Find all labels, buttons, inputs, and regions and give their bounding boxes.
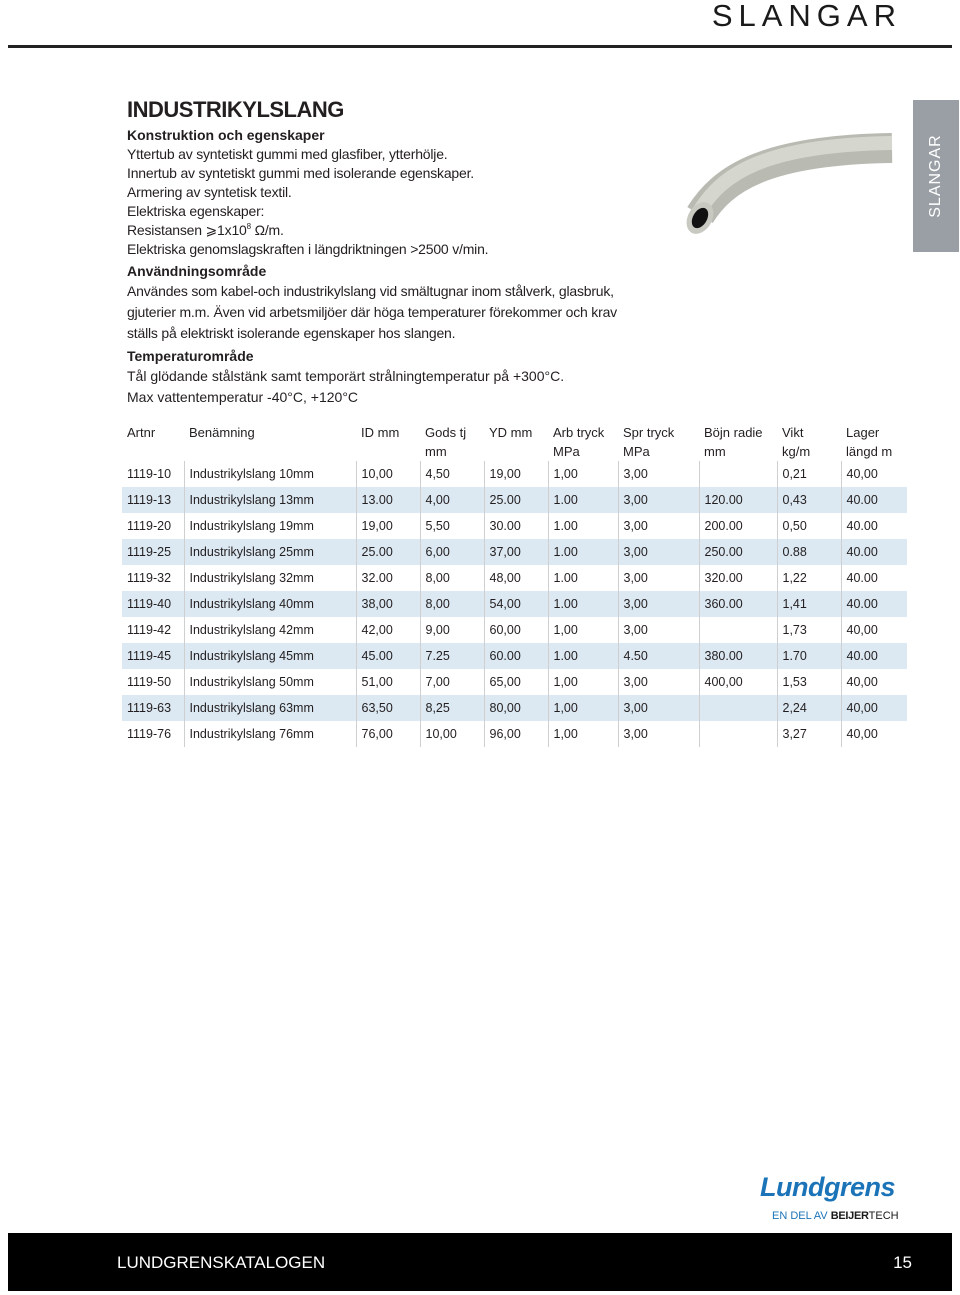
table-cell: Industrikylslang 50mm xyxy=(184,669,356,695)
table-cell: 80,00 xyxy=(484,695,548,721)
table-cell: 65,00 xyxy=(484,669,548,695)
column-header-unit: MPa xyxy=(553,444,580,459)
table-cell: 360.00 xyxy=(699,591,777,617)
table-cell: 1119-45 xyxy=(122,643,184,669)
table-row xyxy=(122,591,907,617)
table-cell: 120.00 xyxy=(699,487,777,513)
table-cell: 3,00 xyxy=(618,695,699,721)
temperature-heading: Temperaturområde xyxy=(127,348,254,364)
table-cell: 40.00 xyxy=(841,643,907,669)
table-cell: 76,00 xyxy=(356,721,420,747)
table-cell: 1.70 xyxy=(777,643,841,669)
table-cell: 19,00 xyxy=(356,513,420,539)
table-cell: 1119-76 xyxy=(127,727,172,741)
table-cell: 1,00 xyxy=(548,461,618,487)
table-cell: 4,50 xyxy=(420,461,484,487)
table-cell: 1.00 xyxy=(548,513,618,539)
construction-line: Yttertub av syntetiskt gummi med glasfiber, ytterhölje. xyxy=(127,146,448,162)
table-cell: 40,00 xyxy=(841,695,907,721)
table-cell: 1,00 xyxy=(548,617,618,643)
table-cell: 400,00 xyxy=(699,669,777,695)
table-cell: 0.88 xyxy=(777,539,841,565)
table-cell: 45.00 xyxy=(356,643,420,669)
table-cell: 42,00 xyxy=(356,617,420,643)
construction-line: Innertub av syntetiskt gummi med isolerande egenskaper. xyxy=(127,165,474,181)
table-cell: 37,00 xyxy=(484,539,548,565)
table-cell: 3,00 xyxy=(618,669,699,695)
table-cell: Industrikylslang 76mm xyxy=(184,721,356,747)
table-cell: 1.00 xyxy=(548,643,618,669)
column-header xyxy=(777,418,841,461)
construction-line: Elektriska egenskaper: xyxy=(127,203,265,219)
column-header xyxy=(122,418,184,461)
table-cell: 320.00 xyxy=(699,565,777,591)
table-cell: 19,00 xyxy=(484,461,548,487)
table-cell: 1119-50 xyxy=(127,675,172,689)
table-cell: 1,22 xyxy=(777,565,841,591)
lundgrens-logo xyxy=(760,1172,899,1222)
table-cell: 1,00 xyxy=(548,669,618,695)
table-cell: Industrikylslang 32mm xyxy=(184,565,356,591)
table-cell: 25.00 xyxy=(484,487,548,513)
logo-tag-brand: BEIJER xyxy=(830,1210,869,1222)
table-row xyxy=(122,643,907,669)
hose-product-image xyxy=(682,100,902,250)
table-cell: 60.00 xyxy=(484,643,548,669)
column-header-line: Arb tryck xyxy=(553,425,605,440)
table-cell: 32.00 xyxy=(356,565,420,591)
table-cell xyxy=(699,695,777,721)
table-cell: 1119-32 xyxy=(127,571,172,585)
table-cell: 6,00 xyxy=(420,539,484,565)
table-cell: Industrikylslang 25mm xyxy=(184,539,356,565)
column-header-line: Böjn radie xyxy=(704,425,763,440)
table-cell: 3,27 xyxy=(777,721,841,747)
header-divider xyxy=(8,45,952,48)
column-header xyxy=(548,418,618,461)
table-cell: 60,00 xyxy=(484,617,548,643)
column-header-unit: MPa xyxy=(623,444,650,459)
logo-tag-suffix: TECH xyxy=(868,1210,899,1222)
construction-line: Armering av syntetisk textil. xyxy=(127,184,292,200)
column-header xyxy=(841,418,907,461)
resistance-prefix: Resistansen ⩾1x10 xyxy=(127,222,247,238)
table-cell: 380.00 xyxy=(699,643,777,669)
table-cell: 63,50 xyxy=(356,695,420,721)
table-cell: 40,00 xyxy=(841,669,907,695)
table-cell: 40,00 xyxy=(841,721,907,747)
usage-text: Användes som kabel-och industrikylslang vid smältugnar inom stålverk, glasbruk, gjuterier m.m. Även vid arbetsmiljöer där höga temperaturer förekommer och krav ställs på elektriskt isolerande egenskaper hos slangen. xyxy=(127,283,617,341)
table-cell: 3,00 xyxy=(618,461,699,487)
table-cell: Industrikylslang 19mm xyxy=(184,513,356,539)
table-cell: 10,00 xyxy=(356,461,420,487)
table-cell: 48,00 xyxy=(484,565,548,591)
column-header-unit: kg/m xyxy=(782,444,811,459)
column-header-line: ID mm xyxy=(361,425,400,440)
table-row xyxy=(122,513,907,539)
table-cell: Industrikylslang 40mm xyxy=(184,591,356,617)
side-section-tab xyxy=(913,100,959,252)
construction-heading: Konstruktion och egenskaper xyxy=(127,127,325,143)
table-cell: 1,73 xyxy=(777,617,841,643)
column-header-unit: mm xyxy=(704,444,726,459)
table-cell: 2,24 xyxy=(777,695,841,721)
table-cell: 1,00 xyxy=(548,695,618,721)
table-cell: 8,25 xyxy=(420,695,484,721)
table-cell: 1,00 xyxy=(548,721,618,747)
table-cell: 3,00 xyxy=(618,591,699,617)
column-header xyxy=(420,418,484,461)
table-cell: 0,21 xyxy=(777,461,841,487)
table-cell: 25.00 xyxy=(356,539,420,565)
column-header xyxy=(699,418,777,461)
table-cell: 1,53 xyxy=(777,669,841,695)
table-cell: 30.00 xyxy=(484,513,548,539)
table-cell: 1119-20 xyxy=(127,519,172,533)
table-row xyxy=(122,669,907,695)
table-cell: 1119-25 xyxy=(122,539,184,565)
table-cell: 40.00 xyxy=(841,487,907,513)
table-cell: 96,00 xyxy=(484,721,548,747)
logo-name: Lundgrens xyxy=(760,1172,895,1202)
table-cell: 5,50 xyxy=(420,513,484,539)
table-row xyxy=(122,539,907,565)
column-header-line: YD mm xyxy=(489,425,533,440)
table-cell: Industrikylslang 13mm xyxy=(184,487,356,513)
table-cell: 3,00 xyxy=(618,487,699,513)
logo-tag-prefix: EN DEL AV xyxy=(772,1210,831,1222)
table-cell: 1.00 xyxy=(548,539,618,565)
column-header xyxy=(356,418,420,461)
table-cell: 1,41 xyxy=(777,591,841,617)
table-cell: 40.00 xyxy=(841,565,907,591)
column-header-unit: längd m xyxy=(846,444,893,459)
breakdown-line: Elektriska genomslagskraften i längdriktningen >2500 v/min. xyxy=(127,241,489,257)
usage-heading: Användningsområde xyxy=(127,263,267,279)
table-cell: 3,00 xyxy=(618,513,699,539)
table-row xyxy=(122,617,907,643)
column-header-line: Artnr xyxy=(127,425,156,440)
table-cell: Industrikylslang 42mm xyxy=(184,617,356,643)
table-cell: 10,00 xyxy=(420,721,484,747)
table-cell: 51,00 xyxy=(356,669,420,695)
product-title: INDUSTRIKYLSLANG xyxy=(127,97,344,122)
table-cell: 4,00 xyxy=(420,487,484,513)
page-footer xyxy=(8,1233,952,1291)
catalog-name: LUNDGRENSKATALOGEN xyxy=(117,1253,326,1272)
logo-tagline xyxy=(772,1210,899,1222)
table-cell: Industrikylslang 63mm xyxy=(184,695,356,721)
column-header-line: Benämning xyxy=(189,425,255,440)
column-header xyxy=(184,418,356,461)
table-cell: 1119-40 xyxy=(122,591,184,617)
table-cell: 13.00 xyxy=(356,487,420,513)
side-tab-label: SLANGAR xyxy=(927,134,944,218)
temperature-line: Tål glödande stålstänk samt temporärt strålningtemperatur på +300°C. xyxy=(127,368,565,384)
table-cell xyxy=(699,617,777,643)
table-header-row xyxy=(122,418,907,461)
column-header-line: Lager xyxy=(846,425,880,440)
table-cell: 1.00 xyxy=(548,565,618,591)
table-cell: 7.25 xyxy=(420,643,484,669)
column-header xyxy=(484,418,548,461)
column-header-line: Gods tj xyxy=(425,425,467,440)
table-cell: 40.00 xyxy=(841,513,907,539)
table-cell: 7,00 xyxy=(420,669,484,695)
page-number: 15 xyxy=(893,1253,912,1272)
resistance-suffix: Ω/m. xyxy=(250,222,284,238)
column-header-unit: mm xyxy=(425,444,447,459)
column-header-line: Vikt xyxy=(782,425,804,440)
table-row xyxy=(122,461,907,487)
column-header-line: Spr tryck xyxy=(623,425,675,440)
table-cell: Industrikylslang 10mm xyxy=(184,461,356,487)
column-header xyxy=(618,418,699,461)
table-cell: 1119-13 xyxy=(122,487,184,513)
table-row xyxy=(122,721,907,747)
table-cell xyxy=(699,721,777,747)
product-description xyxy=(127,96,647,408)
table-cell: 250.00 xyxy=(699,539,777,565)
table-cell: 1119-63 xyxy=(122,695,184,721)
table-cell: 40.00 xyxy=(841,591,907,617)
table-cell: 1119-42 xyxy=(127,623,172,637)
table-cell: 40.00 xyxy=(841,539,907,565)
table-cell: 38,00 xyxy=(356,591,420,617)
table-cell xyxy=(699,461,777,487)
table-cell: 54,00 xyxy=(484,591,548,617)
table-row xyxy=(122,487,907,513)
table-cell: 3,00 xyxy=(618,539,699,565)
table-cell: 1119-10 xyxy=(127,467,172,481)
resistance-exponent: 8 xyxy=(246,222,251,231)
table-cell: 9,00 xyxy=(420,617,484,643)
table-cell: 1.00 xyxy=(548,591,618,617)
table-cell: 3,00 xyxy=(618,721,699,747)
table-row xyxy=(122,565,907,591)
temperature-line: Max vattentemperatur -40°C, +120°C xyxy=(127,389,359,405)
table-cell: 3,00 xyxy=(618,565,699,591)
table-cell: 200.00 xyxy=(699,513,777,539)
table-row xyxy=(122,695,907,721)
table-cell: 40,00 xyxy=(841,461,907,487)
table-cell: 3,00 xyxy=(618,617,699,643)
page-section-title: SLANGAR xyxy=(711,0,902,33)
table-cell: 40,00 xyxy=(841,617,907,643)
table-cell: Industrikylslang 45mm xyxy=(184,643,356,669)
table-cell: 8,00 xyxy=(420,565,484,591)
table-cell: 0,43 xyxy=(777,487,841,513)
specification-table xyxy=(122,418,907,747)
table-cell: 1.00 xyxy=(548,487,618,513)
table-cell: 0,50 xyxy=(777,513,841,539)
table-cell: 4.50 xyxy=(618,643,699,669)
table-cell: 8,00 xyxy=(420,591,484,617)
resistance-line xyxy=(127,221,647,240)
